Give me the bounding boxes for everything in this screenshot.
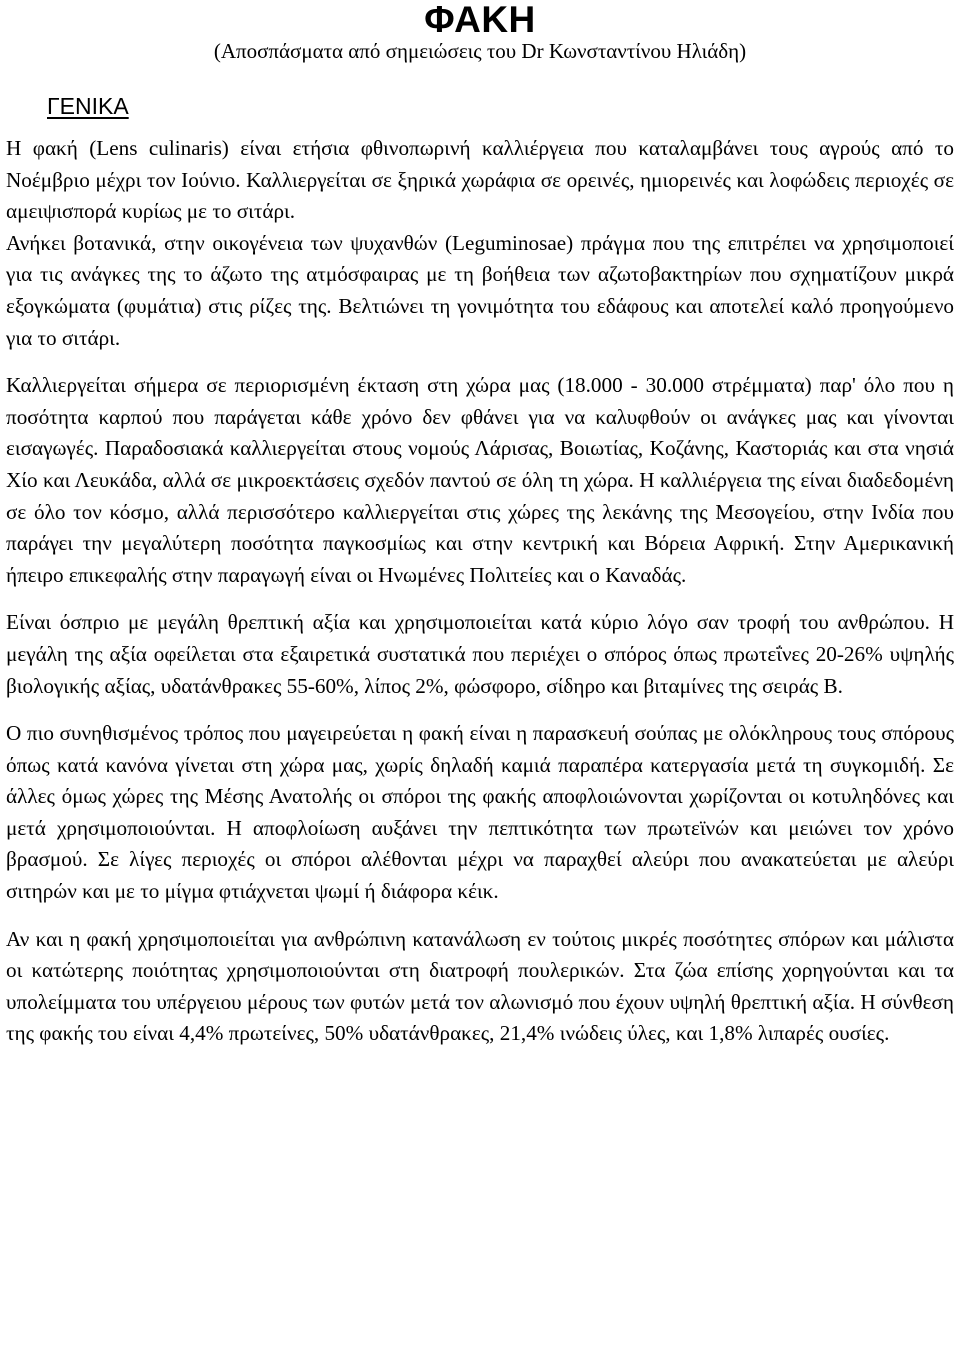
document-body	[6, 133, 954, 1050]
paragraph-feed: Αν και η φακή χρησιμοποιείται για ανθρώπινη κατανάλωση εν τούτοις μικρές ποσότητες σπόρων και μάλιστα οι κατώτερης ποιότητας χρησιμοποιούνται στη διατροφή πουλερικών. Στα ζώα επίσης χορηγούνται και τα υπολείμματα του υπέργειου μέρους των φυτών μετά τον αλωνισμό που έχουν υψηλή θρεπτική αξία. Η σύνθεση της φακής του είναι 4,4% πρωτείνες, 50% υδατάνθρακες, 21,4% ινώδεις ύλες, και 1,8% λιπαρές ουσίες.	[6, 926, 954, 1046]
paragraph-nutrition: Είναι όσπριο με μεγάλη θρεπτική αξία και χρησιμοποιείται κατά κύριο λόγο σαν τροφή του ανθρώπου. Η μεγάλη της αξία οφείλεται στα εξαιρετικά συστατικά που περιέχει ο σπόρος όπως πρωτεΐνες 20-26% υψηλής βιολογικής αξίας, υδατάνθρακες 55-60%, λίπος 2%, φώσφορο, σίδηρο και βιταμίνες της σειράς Β.	[6, 610, 954, 698]
paragraph-intro: Η φακή (Lens culinaris) είναι ετήσια φθινοπωρινή καλλιέργεια που καταλαμβάνει τους αγρούς από το Νοέμβριο μέχρι τον Ιούνιο. Καλλιεργείται σε ξηρικά χωράφια σε ορεινές, ημιορεινές και λοφώδεις περιοχές σε αμειψισπορά κυρίως με το σιτάρι.	[6, 136, 954, 224]
paragraph-botany: Ανήκει βοτανικά, στην οικογένεια των ψυχανθών (Leguminosae) πράγμα που της επιτρέπει να χρησιμοποιεί για τις ανάγκες της το άζωτο της ατμόσφαιρας με τη βοήθεια των αζωτοβακτηρίων που σχηματίζουν μικρά εξογκώματα (φυμάτια) στις ρίζες της. Βελτιώνει τη γονιμότητα του εδάφους και αποτελεί καλό προηγούμενο για το σιτάρι.	[6, 230, 954, 350]
page-title: ΦΑΚΗ	[424, 0, 536, 40]
section-heading: ΓΕΝΙΚΑ	[47, 93, 129, 119]
paragraph-cultivation: Καλλιεργείται σήμερα σε περιορισμένη έκταση στη χώρα μας (18.000 - 30.000 στρέμματα) παρ' όλο που η ποσότητα καρπού που παράγεται κάθε χρόνο δεν φθάνει για να καλυφθούν οι ανάγκες μας και γίνονται εισαγωγές. Παραδοσιακά καλλιεργείται στους νομούς Λάρισας, Βοιωτίας, Κοζάνης, Καστοριάς και στα νησιά Χίο και Λευκάδα, αλλά σε μικροεκτάσεις σχεδόν παντού σε όλη τη χώρα. Η καλλιέργεια της είναι διαδεδομένη σε όλο τον κόσμο, αλλά περισσότερο καλλιεργείται στις χώρες της λεκάνης της Μεσογείου, στην Ινδία που παράγει την μεγαλύτερη ποσότητα παγκοσμίως και στην κεντρική και Βόρεια Αφρική. Στην Αμερικανική ήπειρο επικεφαλής στην παραγωγή είναι οι Ηνωμένες Πολιτείες και ο Καναδάς.	[6, 373, 954, 587]
page-subtitle: (Αποσπάσματα από σημειώσεις του Dr Κωνσταντίνου Ηλιάδη)	[213, 39, 747, 63]
paragraph-cooking: Ο πιο συνηθισμένος τρόπος που μαγειρεύεται η φακή είναι η παρασκευή σούπας με ολόκληρους τους σπόρους όπως κατά κανόνα γίνεται στη χώρα μας, χωρίς δηλαδή καμιά παραπέρα κατεργασία μετά τη συγκομιδή. Σε άλλες όμως χώρες της Μέσης Ανατολής οι σπόροι της φακής αποφλοιώνονται χωρίζονται οι κοτυληδόνες και μετά χρησιμοποιούνται. Η αποφλοίωση αυξάνει την πεπτικότητα των πρωτεϊνών και μειώνει τον χρόνο βρασμού. Σε λίγες περιοχές οι σπόροι αλέθονται μέχρι να παραχθεί αλεύρι που ανακατεύεται με αλεύρι σιτηρών και με το μίγμα φτιάχνεται ψωμί ή διάφορα κέικ.	[6, 721, 954, 904]
